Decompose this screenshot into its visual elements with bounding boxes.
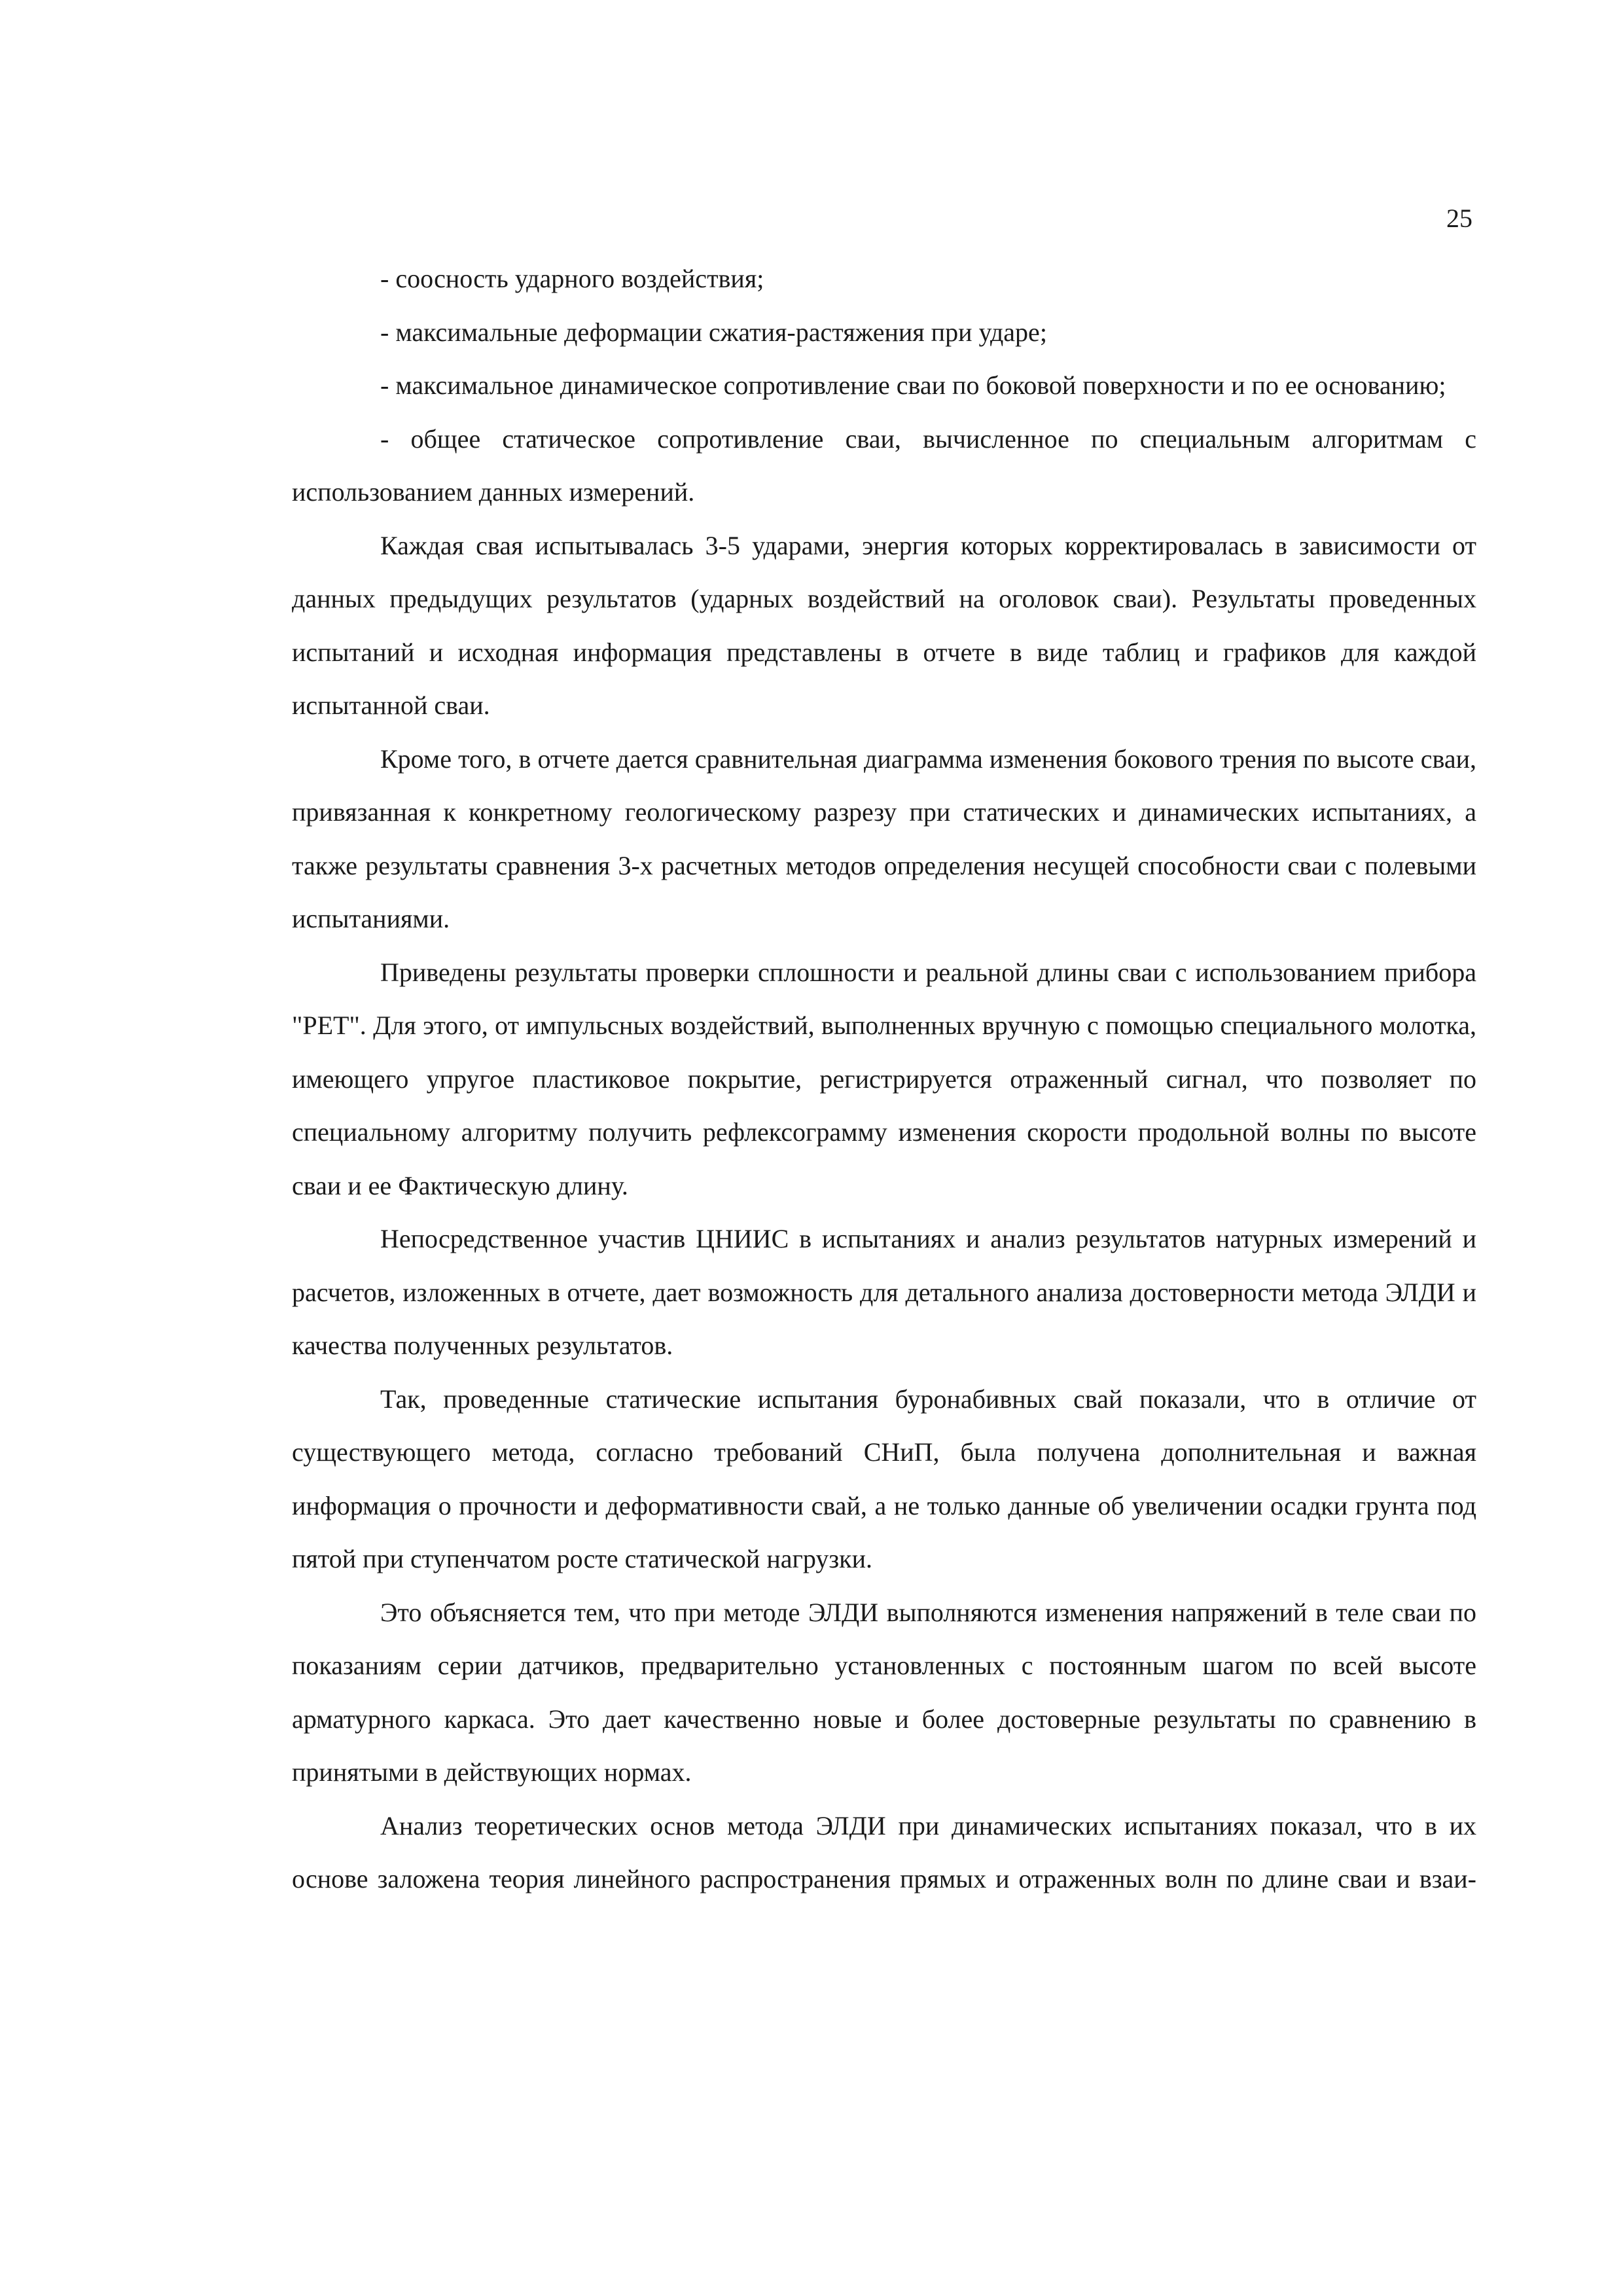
paragraph-continuity-check: Приведены результаты проверки сплошности и реальной длины сваи с использованием прибора "PET". Для этого, от импульсных воздействий, выполненных вручную с помощью специального молотка, имеющего упругое пластиковое покрытие, регистрируется отраженный сигнал, что позволяет по специальному алгоритму получить рефлексограмму изменения скорости продольной волны по высоте сваи и ее Фактическую длину. — [292, 957, 1476, 1200]
list-item-max-dynamic-resistance: - максимальное динамическое сопротивление сваи по боковой поверхности и по ее основанию; — [380, 370, 1446, 400]
paragraph-eldi-explanation: Это объясняется тем, что при методе ЭЛДИ выполняются изменения напряжений в теле сваи по показаниям серии датчиков, предварительно установленных с постоянным шагом по всей высоте арматурного каркаса. Это дает качественно новые и более достоверные результаты по сравнению в принятыми в действующих нормах. — [292, 1597, 1476, 1787]
document-body — [292, 252, 1476, 1906]
paragraph-static-tests: Так, проведенные статические испытания буронабивных свай показали, что в отличие от существующего метода, согласно требований СНиП, была получена дополнительная и важная информация о прочности и деформативности свай, а не только данные об увеличении осадки грунта под пятой при ступенчатом росте статической нагрузки. — [292, 1384, 1476, 1573]
list-item-max-deformations: - максимальные деформации сжатия-растяжения при ударе; — [380, 317, 1047, 347]
list-item-impact-alignment: - соосность ударного воздействия; — [380, 264, 764, 293]
paragraph-comparative-diagram: Кроме того, в отчете дается сравнительная диаграмма изменения бокового трения по высоте сваи, привязанная к конкретному геологическому разрезу при статических и динамических испытаниях, а также результаты сравнения 3-х расчетных методов определения несущей способности сваи с полевыми испытаниями. — [292, 744, 1476, 933]
paragraph-testing-impacts: Каждая свая испытывалась 3-5 ударами, энергия которых корректировалась в зависимости от данных предыдущих результатов (ударных воздействий на оголовок сваи). Результаты проведенных испытаний и исходная информация представлены в отчете в виде таблиц и графиков для каждой испытанной сваи. — [292, 530, 1476, 720]
page-number: 25 — [1446, 204, 1472, 233]
list-item-static-resistance: - общее статическое сопротивление сваи, вычисленное по специальным алгоритмам с использованием данных измерений. — [292, 423, 1476, 507]
paragraph-theory-analysis: Анализ теоретических основ метода ЭЛДИ при динамических испытаниях показал, что в их основе заложена теория линейного распространения прямых и отраженных волн по длине сваи и взаи- — [292, 1810, 1476, 1893]
paragraph-tsniis-participation: Непосредственное участив ЦНИИС в испытаниях и анализ результатов натурных измерений и расчетов, изложенных в отчете, дает возможность для детального анализа достоверности метода ЭЛДИ и качества полученных результатов. — [292, 1224, 1476, 1360]
